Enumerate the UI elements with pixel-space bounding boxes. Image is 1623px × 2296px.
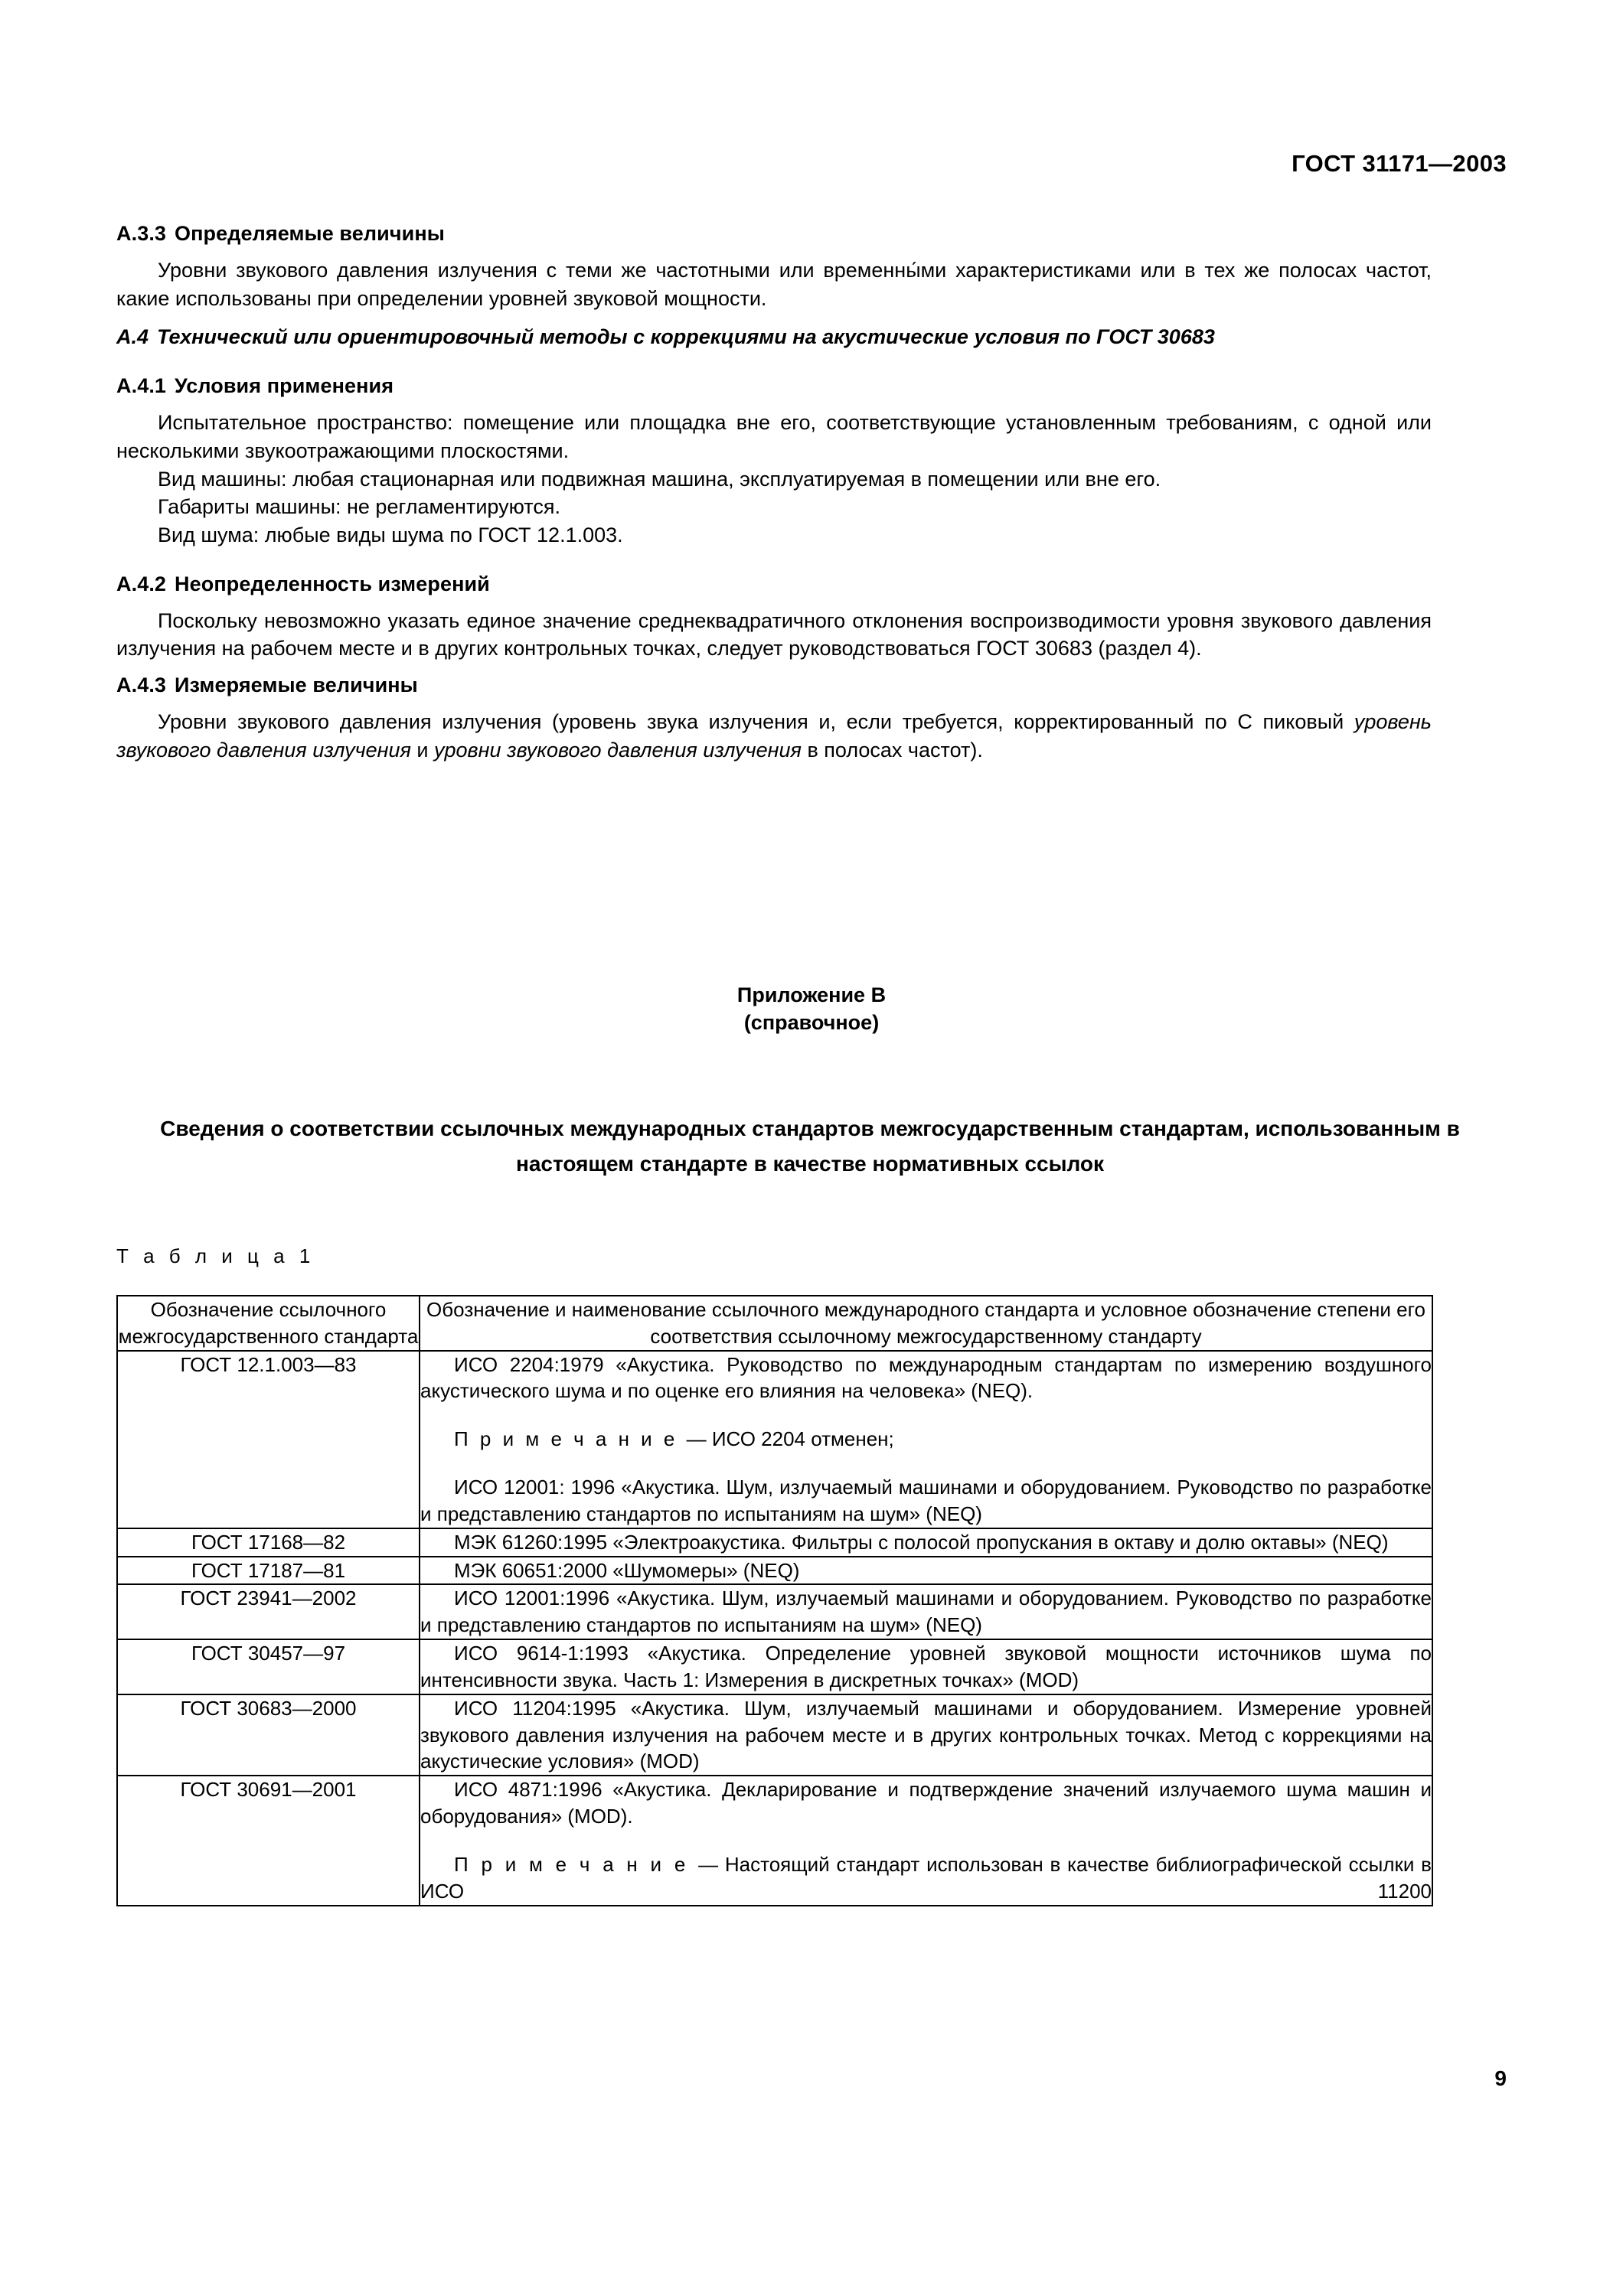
paragraph-a43-italic2: уровни звукового давления излучения	[434, 738, 802, 762]
heading-a33	[116, 222, 1432, 246]
table-cell-gost: ГОСТ 30683—2000	[117, 1694, 420, 1776]
appendix-label-block	[0, 982, 1623, 1037]
table-caption: Т а б л и ц а 1	[116, 1244, 315, 1267]
table-cell-description	[420, 1639, 1432, 1694]
table-cell-paragraph: МЭК 61260:1995 «Электроакустика. Фильтры с полосой пропускания в октаву и долю октавы» (NEQ)	[454, 1530, 1389, 1554]
table-row	[117, 1557, 1432, 1585]
table-cell-gost: ГОСТ 30457—97	[117, 1639, 420, 1694]
heading-a41-title: Условия применения	[175, 374, 394, 398]
paragraph-a41: Испытательное пространство: помещение или площадка вне его, соответствующие установленным требованиям, с одной или несколькими звукоотражающими плоскостями.	[116, 411, 1432, 462]
table-cell-paragraph: ИСО 12001: 1996 «Акустика. Шум, излучаемый машинами и оборудованием. Руководство по разработке и представлению стандартов по испытаниям на шум» (NEQ)	[420, 1476, 1432, 1525]
table-cell-description	[420, 1528, 1432, 1557]
table-row	[117, 1639, 1432, 1694]
heading-a33-title: Определяемые величины	[175, 222, 445, 245]
paragraph-a43-italic1: уровень звукового давления излучения	[116, 710, 1432, 762]
table-cell-note: П р и м е ч а н и е — Настоящий стандарт использован в качестве библиографической ссылки в ИСО 11200	[420, 1852, 1432, 1903]
paragraph-a43-part1: Уровни звукового давления излучения (уровень звука излучения и, если требуется, корректированный по С пиковый	[158, 710, 1354, 734]
table-cell-paragraph: ИСО 12001:1996 «Акустика. Шум, излучаемый машинами и оборудованием. Руководство по разработке и представлению стандартов по испытаниям на шум» (NEQ)	[420, 1587, 1432, 1637]
document-header: ГОСТ 31171—2003	[1292, 150, 1507, 177]
paragraph-a33: Уровни звукового давления излучения с теми же частотными или временны́ми характеристиками или в тех же полосах частот, какие использованы при определении уровней звуковой мощности.	[116, 259, 1432, 310]
table-body	[117, 1296, 1432, 1906]
table-cell-paragraph: ИСО 4871:1996 «Акустика. Декларирование и подтверждение значений излучаемого шума машин и оборудования» (MOD).	[420, 1778, 1432, 1828]
heading-a41	[116, 374, 1432, 398]
heading-a43-title: Измеряемые величины	[175, 673, 418, 697]
line-noise-type: Вид шума: любые виды шума по ГОСТ 12.1.003.	[158, 523, 623, 547]
table-row	[117, 1351, 1432, 1528]
table-header-cell-description: Обозначение и наименование ссылочного международного стандарта и условное обозначение степени его соответствия ссылочному межгосударственному стандарту	[420, 1296, 1432, 1351]
heading-a4-number: А.4	[116, 325, 149, 349]
table-row	[117, 1584, 1432, 1639]
appendix-title: Сведения о соответствии ссылочных международных стандартов межгосударственным стандартам, использованным в настоящем стандарте в качестве нормативных ссылок	[160, 1117, 1460, 1176]
paragraph-a43-part2: и	[410, 738, 435, 762]
table-cell-gost: ГОСТ 17187—81	[117, 1557, 420, 1585]
paragraph-a43	[116, 708, 1432, 764]
paragraph-a42: Поскольку невозможно указать единое значение среднеквадратичного отклонения воспроизводимости уровня звукового давления излучения на рабочем месте и в других контрольных точках, следует руководствоваться ГОСТ 30683 (раздел 4).	[116, 608, 1432, 660]
table-cell-note: П р и м е ч а н и е — ИСО 2204 отменен;	[454, 1427, 894, 1451]
table-cell-paragraph: ИСО 11204:1995 «Акустика. Шум, излучаемый машинами и оборудованием. Измерение уровней звукового давления излучения на рабочем месте и в других контрольных точках. Метод с коррекциями на акустические условия» (MOD)	[420, 1696, 1432, 1773]
heading-a42-title: Неопределенность измерений	[175, 572, 490, 595]
table-cell-description	[420, 1776, 1432, 1905]
table-cell-paragraph: МЭК 60651:2000 «Шумомеры» (NEQ)	[454, 1558, 800, 1582]
table-cell-gost: ГОСТ 23941—2002	[117, 1584, 420, 1639]
heading-a4	[116, 323, 1432, 351]
table-cell-description	[420, 1557, 1432, 1585]
table-header-row	[117, 1296, 1432, 1351]
heading-a41-number: А.4.1	[116, 374, 167, 398]
page-number: 9	[1494, 2066, 1507, 2090]
line-machine-size: Габариты машины: не регламентируются.	[158, 495, 560, 519]
heading-a43-number: А.4.3	[116, 673, 167, 697]
table-cell-paragraph: ИСО 2204:1979 «Акустика. Руководство по международным стандартам по измерению воздушного акустического шума и по оценке его влияния на человека» (NEQ).	[420, 1352, 1432, 1403]
heading-a42	[116, 572, 1432, 596]
heading-a42-number: А.4.2	[116, 572, 167, 595]
line-machine-type: Вид машины: любая стационарная или подвижная машина, эксплуатируемая в помещении или вне его.	[158, 467, 1161, 491]
table-cell-gost: ГОСТ 17168—82	[117, 1528, 420, 1557]
table-cell-gost: ГОСТ 12.1.003—83	[117, 1351, 420, 1528]
note-label: П р и м е ч а н и е	[454, 1852, 699, 1876]
heading-a4-title: Технический или ориентировочный методы с коррекциями на акустические условия по ГОСТ 30683	[157, 325, 1215, 349]
table-header-cell-gost: Обозначение ссылочного межгосударственного стандарта	[117, 1296, 420, 1351]
table-cell-gost: ГОСТ 30691—2001	[117, 1776, 420, 1905]
paragraph-a43-part3: в полосах частот).	[801, 738, 983, 762]
reference-standards-table	[116, 1295, 1433, 1906]
note-label: П р и м е ч а н и е	[454, 1427, 687, 1451]
table-row	[117, 1776, 1432, 1905]
table-cell-paragraph: ИСО 9614-1:1993 «Акустика. Определение уровней звуковой мощности источников шума по интенсивности звука. Часть 1: Измерения в дискретных точках» (MOD)	[420, 1642, 1432, 1691]
appendix-label: Приложение В	[736, 983, 887, 1006]
table-cell-description	[420, 1584, 1432, 1639]
heading-a33-number: А.3.3	[116, 222, 167, 245]
heading-a43	[116, 673, 1432, 697]
table-row	[117, 1694, 1432, 1776]
table-cell-description	[420, 1351, 1432, 1528]
table-cell-description	[420, 1694, 1432, 1776]
document-body	[116, 222, 1432, 775]
table-row	[117, 1528, 1432, 1557]
appendix-sublabel: (справочное)	[743, 1010, 880, 1034]
